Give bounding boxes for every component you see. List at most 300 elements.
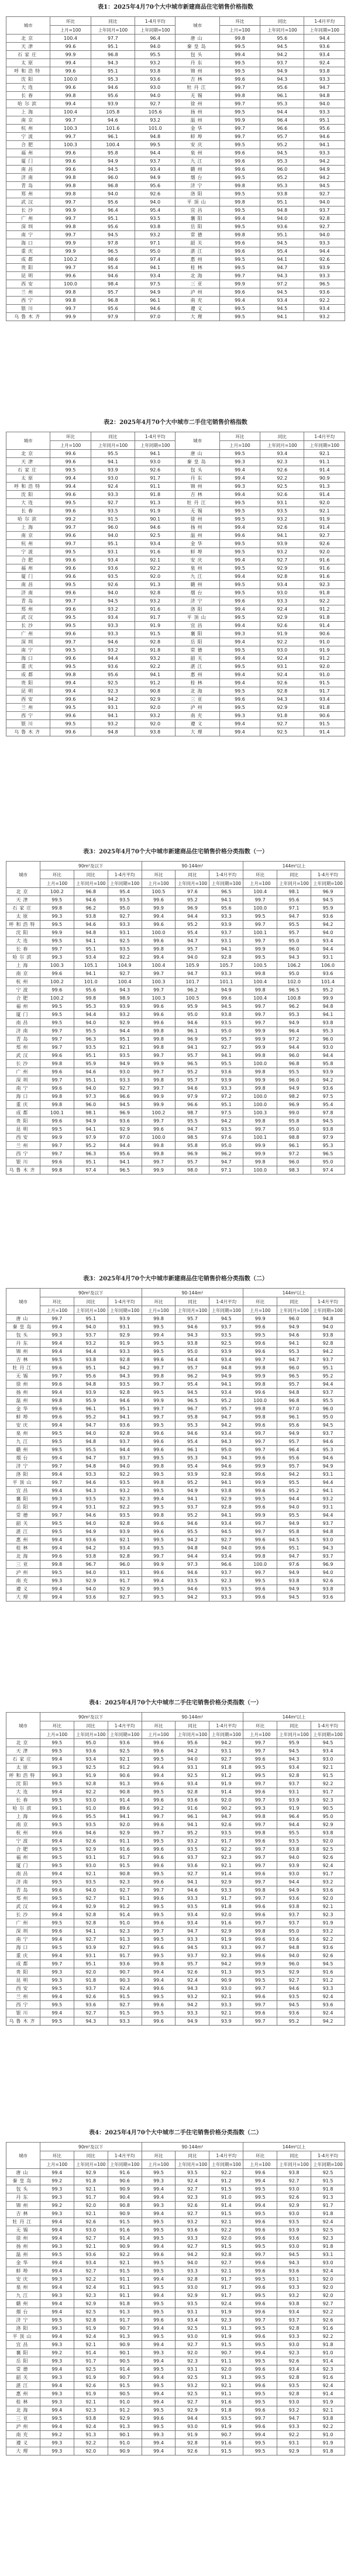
- value-cell: 92.7: [176, 2398, 209, 2406]
- value-cell: 94.6: [91, 638, 135, 646]
- value-cell: 94.1: [209, 1380, 243, 1389]
- value-cell: 92.1: [209, 2009, 243, 2017]
- table-row: [6, 108, 345, 116]
- table-row: [6, 466, 345, 474]
- value-cell: 97.4: [135, 256, 176, 264]
- value-cell: 91.1: [135, 483, 176, 491]
- value-cell: 92.2: [311, 2308, 345, 2316]
- value-cell: 92.1: [74, 2398, 108, 2406]
- value-cell: 93.7: [176, 1854, 209, 1862]
- value-cell: 99.4: [243, 2349, 277, 2357]
- value-cell: 92.7: [176, 2210, 209, 2218]
- value-cell: 92.8: [209, 2251, 243, 2259]
- value-cell: 99.5: [50, 720, 91, 728]
- value-cell: 99.9: [243, 1142, 277, 1150]
- value-cell: 99.8: [74, 994, 108, 1003]
- value-cell: 94.7: [176, 970, 209, 978]
- value-cell: 93.3: [176, 2009, 209, 2017]
- value-cell: 99.9: [243, 1027, 277, 1035]
- city-cell: 重庆: [6, 1101, 40, 1109]
- value-cell: 99.8: [50, 174, 91, 182]
- value-cell: 92.1: [108, 2259, 142, 2267]
- value-cell: 95.0: [209, 1446, 243, 1454]
- value-cell: 91.8: [311, 2447, 345, 2456]
- value-cell: 95.7: [176, 1960, 209, 1968]
- value-cell: 99.7: [142, 1084, 176, 1093]
- value-cell: 95.3: [260, 182, 304, 190]
- city-cell: 包头: [6, 2185, 40, 2193]
- value-cell: 91.5: [91, 515, 135, 524]
- value-cell: 99.4: [40, 2218, 74, 2226]
- value-cell: 99.5: [142, 1421, 176, 1430]
- value-cell: 99.7: [40, 1142, 74, 1150]
- city-cell: 银川: [6, 720, 50, 728]
- value-cell: 99.6: [142, 1125, 176, 1134]
- value-cell: 91.2: [209, 2177, 243, 2185]
- value-cell: 99.4: [142, 2210, 176, 2218]
- value-cell: 100.3: [243, 1109, 277, 1117]
- header-group: 同比: [277, 1721, 311, 1730]
- value-cell: 93.0: [277, 2185, 311, 2193]
- value-cell: 94.7: [74, 1454, 108, 1462]
- value-cell: 99.6: [219, 532, 260, 540]
- value-cell: 93.7: [209, 1569, 243, 1577]
- city-cell: 遵义: [176, 720, 219, 728]
- value-cell: 99.4: [243, 2431, 277, 2439]
- value-cell: 93.5: [176, 1845, 209, 1854]
- value-cell: 91.0: [209, 2193, 243, 2202]
- table-row: [6, 1927, 345, 1936]
- value-cell: 99.5: [243, 2447, 277, 2456]
- value-cell: 99.7: [243, 2017, 277, 2026]
- value-cell: 100.2: [40, 978, 74, 986]
- table-row: [6, 313, 345, 321]
- value-cell: 99.4: [40, 1421, 74, 1430]
- value-cell: 93.9: [108, 1528, 142, 1536]
- data-table: [6, 861, 345, 1175]
- value-cell: 93.2: [304, 313, 345, 321]
- header-sub: 上年同期=100: [304, 26, 345, 35]
- value-cell: 92.7: [108, 2001, 142, 2009]
- header-group: 同比: [260, 432, 304, 441]
- value-cell: 91.9: [311, 2439, 345, 2447]
- value-cell: 99.4: [40, 1454, 74, 1462]
- value-cell: 93.6: [311, 1593, 345, 1602]
- city-cell: 武汉: [6, 614, 50, 622]
- value-cell: 99.6: [50, 67, 91, 75]
- value-cell: 90.5: [108, 2357, 142, 2365]
- city-cell: 南充: [6, 2431, 40, 2439]
- value-cell: 94.1: [108, 1813, 142, 1821]
- value-cell: 92.9: [108, 1019, 142, 1027]
- city-cell: 宜昌: [6, 1487, 40, 1495]
- value-cell: 92.5: [74, 2365, 108, 2374]
- city-cell: 泉州: [6, 1430, 40, 1438]
- value-cell: 94.1: [91, 712, 135, 720]
- value-cell: 94.7: [277, 2415, 311, 2423]
- value-cell: 99.9: [243, 945, 277, 953]
- value-cell: 91.2: [209, 1772, 243, 1780]
- value-cell: 91.2: [304, 605, 345, 614]
- value-cell: 93.6: [74, 2001, 108, 2009]
- value-cell: 99.3: [40, 2243, 74, 2251]
- header-sub: 上年同期=100: [108, 2160, 142, 2169]
- value-cell: 93.9: [277, 2226, 311, 2234]
- value-cell: 92.3: [209, 1854, 243, 1862]
- value-cell: 93.9: [209, 2017, 243, 2026]
- value-cell: 99.9: [142, 1101, 176, 1109]
- value-cell: 96.0: [311, 1405, 345, 1413]
- value-cell: 93.7: [135, 157, 176, 166]
- value-cell: 99.5: [142, 1339, 176, 1348]
- value-cell: 96.7: [74, 1561, 108, 1569]
- value-cell: 94.5: [108, 1101, 142, 1109]
- city-cell: 秦皇岛: [176, 458, 219, 466]
- value-cell: 94.4: [260, 108, 304, 116]
- value-cell: 94.9: [135, 288, 176, 297]
- city-cell: 遵义: [176, 305, 219, 313]
- value-cell: 93.8: [135, 223, 176, 231]
- value-cell: 95.9: [176, 1003, 209, 1011]
- value-cell: 99.5: [142, 1503, 176, 1511]
- value-cell: 91.6: [304, 564, 345, 573]
- value-cell: 99.9: [142, 1060, 176, 1068]
- value-cell: 100.0: [243, 1397, 277, 1405]
- value-cell: 99.5: [40, 1944, 74, 1952]
- value-cell: 93.2: [260, 515, 304, 524]
- city-cell: 乌鲁木齐: [6, 1166, 40, 1175]
- value-cell: 100.4: [142, 962, 176, 970]
- value-cell: 91.6: [304, 573, 345, 581]
- value-cell: 96.2: [176, 1372, 209, 1380]
- value-cell: 93.8: [176, 1339, 209, 1348]
- table-row: [6, 1068, 345, 1076]
- value-cell: 92.7: [108, 1944, 142, 1952]
- value-cell: 91.3: [311, 2193, 345, 2202]
- city-cell: 福州: [6, 149, 50, 157]
- value-cell: 95.1: [260, 231, 304, 239]
- city-cell: 安庆: [6, 1421, 40, 1430]
- value-cell: 99.4: [219, 297, 260, 305]
- value-cell: 94.1: [260, 313, 304, 321]
- value-cell: 94.0: [74, 1430, 108, 1438]
- value-cell: 93.4: [304, 695, 345, 704]
- table-row: [6, 1593, 345, 1602]
- city-cell: 西宁: [6, 1150, 40, 1158]
- value-cell: 93.6: [91, 663, 135, 671]
- value-cell: 93.6: [108, 1739, 142, 1747]
- value-cell: 91.2: [311, 1976, 345, 1985]
- value-cell: 95.1: [74, 1364, 108, 1372]
- value-cell: 93.4: [135, 272, 176, 280]
- value-cell: 94.6: [176, 1019, 209, 1027]
- table-row: [6, 1960, 345, 1968]
- value-cell: 99.5: [219, 564, 260, 573]
- city-cell: 包头: [176, 466, 219, 474]
- city-cell: 呼和浩特: [6, 483, 50, 491]
- value-cell: 96.1: [277, 1413, 311, 1421]
- value-cell: 99.5: [142, 2226, 176, 2234]
- value-cell: 94.2: [209, 1117, 243, 1125]
- value-cell: 93.0: [311, 1044, 345, 1052]
- value-cell: 99.3: [40, 1968, 74, 1976]
- data-table: [6, 1712, 345, 2026]
- city-cell: 郑州: [6, 1895, 40, 1903]
- value-cell: 99.6: [142, 1985, 176, 1993]
- value-cell: 93.4: [277, 2365, 311, 2374]
- value-cell: 96.2: [176, 986, 209, 994]
- value-cell: 95.1: [74, 945, 108, 953]
- city-cell: 丹东: [176, 474, 219, 483]
- city-cell: 九江: [176, 157, 219, 166]
- value-cell: 95.1: [91, 215, 135, 223]
- value-cell: 92.7: [304, 223, 345, 231]
- value-cell: 99.4: [40, 1952, 74, 1960]
- value-cell: 105.9: [176, 962, 209, 970]
- header-group: 1-4月平均: [304, 432, 345, 441]
- value-cell: 98.4: [91, 280, 135, 288]
- city-cell: 济宁: [6, 2316, 40, 2324]
- value-cell: 94.6: [91, 272, 135, 280]
- value-cell: 95.3: [311, 1027, 345, 1035]
- value-cell: 99.5: [219, 43, 260, 51]
- value-cell: 99.2: [40, 2349, 74, 2357]
- city-cell: 赣州: [6, 1446, 40, 1454]
- value-cell: 93.0: [260, 589, 304, 597]
- value-cell: 94.6: [135, 305, 176, 313]
- table-block: [6, 1699, 345, 2026]
- value-cell: 92.8: [74, 1911, 108, 1919]
- value-cell: 99.5: [243, 953, 277, 962]
- city-cell: 长春: [6, 1796, 40, 1804]
- city-cell: 桂林: [6, 1544, 40, 1552]
- value-cell: 94.0: [311, 1323, 345, 1331]
- value-cell: 99.6: [40, 1158, 74, 1166]
- value-cell: 99.8: [243, 1813, 277, 1821]
- value-cell: 94.1: [108, 1413, 142, 1421]
- value-cell: 99.6: [40, 1413, 74, 1421]
- value-cell: 92.1: [209, 2218, 243, 2226]
- value-cell: 99.7: [40, 1462, 74, 1470]
- value-cell: 100.0: [50, 75, 91, 84]
- header-size-group: 90-144m²: [142, 2143, 243, 2151]
- value-cell: 93.7: [311, 1552, 345, 1561]
- value-cell: 99.8: [243, 1052, 277, 1060]
- value-cell: 96.8: [74, 888, 108, 896]
- value-cell: 99.6: [50, 84, 91, 92]
- value-cell: 92.4: [91, 483, 135, 491]
- city-cell: 西宁: [6, 297, 50, 305]
- value-cell: 100.1: [243, 1134, 277, 1142]
- value-cell: 99.4: [40, 2308, 74, 2316]
- city-cell: 宁波: [6, 133, 50, 141]
- table-row: [6, 970, 345, 978]
- table-row: [6, 239, 345, 247]
- value-cell: 92.2: [209, 1845, 243, 1854]
- header-city: 城市: [6, 1713, 40, 1739]
- value-cell: 97.0: [108, 1134, 142, 1142]
- value-cell: 99.6: [50, 564, 91, 573]
- table-row: [6, 474, 345, 483]
- value-cell: 92.6: [176, 2447, 209, 2456]
- value-cell: 93.8: [311, 1331, 345, 1339]
- value-cell: 91.5: [311, 2177, 345, 2185]
- value-cell: 93.5: [277, 2218, 311, 2226]
- header-sub: 上月=100: [50, 441, 91, 450]
- value-cell: 91.1: [108, 2292, 142, 2300]
- table-row: [6, 978, 345, 986]
- table-row: [6, 2349, 345, 2357]
- value-cell: 94.3: [260, 272, 304, 280]
- city-cell: 南昌: [6, 1019, 40, 1027]
- value-cell: 94.0: [304, 100, 345, 108]
- value-cell: 99.6: [40, 1927, 74, 1936]
- value-cell: 95.8: [176, 1413, 209, 1421]
- table-row: [6, 663, 345, 671]
- value-cell: 93.6: [277, 1936, 311, 1944]
- value-cell: 99.3: [40, 2390, 74, 2398]
- table-row: [6, 1936, 345, 1944]
- value-cell: 95.4: [91, 264, 135, 272]
- value-cell: 100.3: [40, 962, 74, 970]
- value-cell: 91.7: [209, 2284, 243, 2292]
- city-cell: 大理: [6, 2447, 40, 2456]
- value-cell: 90.1: [108, 2349, 142, 2357]
- value-cell: 94.6: [176, 1084, 209, 1093]
- value-cell: 99.5: [135, 141, 176, 149]
- city-cell: 南昌: [6, 581, 50, 589]
- value-cell: 92.5: [135, 532, 176, 540]
- value-cell: 99.5: [219, 313, 260, 321]
- value-cell: 92.7: [135, 100, 176, 108]
- value-cell: 97.5: [311, 1093, 345, 1101]
- value-cell: 93.2: [135, 597, 176, 605]
- value-cell: 92.2: [277, 2431, 311, 2439]
- value-cell: 91.5: [209, 2210, 243, 2218]
- value-cell: 99.5: [142, 2169, 176, 2177]
- value-cell: 95.8: [311, 1060, 345, 1068]
- value-cell: 99.8: [50, 223, 91, 231]
- value-cell: 93.7: [311, 1520, 345, 1528]
- city-cell: 南宁: [6, 1084, 40, 1093]
- city-cell: 广州: [6, 215, 50, 223]
- value-cell: 92.8: [260, 573, 304, 581]
- value-cell: 94.9: [304, 166, 345, 174]
- table-row: [6, 2017, 345, 2026]
- value-cell: 99.8: [243, 970, 277, 978]
- value-cell: 90.6: [108, 1772, 142, 1780]
- city-cell: 安庆: [176, 556, 219, 564]
- city-cell: 无锡: [6, 1372, 40, 1380]
- value-cell: 99.3: [40, 2292, 74, 2300]
- value-cell: 91.4: [304, 524, 345, 532]
- value-cell: 100.0: [243, 1166, 277, 1175]
- value-cell: 93.3: [277, 2423, 311, 2431]
- value-cell: 93.9: [108, 1003, 142, 1011]
- value-cell: 94.1: [209, 896, 243, 904]
- value-cell: 94.7: [304, 84, 345, 92]
- header-group: 同比: [176, 1297, 209, 1306]
- table-row: [6, 1364, 345, 1372]
- value-cell: 99.8: [219, 198, 260, 206]
- city-cell: 洛阳: [176, 190, 219, 198]
- table-row: [6, 182, 345, 190]
- value-cell: 99.4: [243, 2177, 277, 2185]
- value-cell: 99.8: [50, 671, 91, 679]
- value-cell: 95.4: [135, 206, 176, 215]
- city-cell: 石家庄: [6, 1755, 40, 1764]
- header-group: 同比: [74, 2151, 108, 2160]
- table-row: [6, 198, 345, 206]
- value-cell: 94.9: [277, 1569, 311, 1577]
- value-cell: 95.5: [209, 1060, 243, 1068]
- table-row: [6, 2423, 345, 2431]
- value-cell: 94.4: [277, 1878, 311, 1886]
- value-cell: 99.7: [243, 1520, 277, 1528]
- value-cell: 92.5: [311, 1845, 345, 1854]
- table-row: [6, 1150, 345, 1158]
- value-cell: 94.9: [74, 1117, 108, 1125]
- table-row: [6, 1747, 345, 1755]
- value-cell: 95.3: [311, 1446, 345, 1454]
- value-cell: 105.1: [74, 962, 108, 970]
- value-cell: 99.7: [243, 2001, 277, 2009]
- city-cell: 泸州: [176, 704, 219, 712]
- value-cell: 92.0: [74, 1968, 108, 1976]
- value-cell: 92.6: [277, 2357, 311, 2365]
- city-cell: 西安: [6, 695, 50, 704]
- value-cell: 94.1: [209, 945, 243, 953]
- value-cell: 93.9: [277, 1862, 311, 1870]
- value-cell: 94.4: [74, 1348, 108, 1356]
- value-cell: 99.4: [40, 2406, 74, 2415]
- value-cell: 99.6: [50, 655, 91, 663]
- value-cell: 99.6: [243, 1993, 277, 2001]
- value-cell: 99.4: [50, 687, 91, 695]
- value-cell: 99.7: [40, 1035, 74, 1044]
- value-cell: 95.0: [277, 1927, 311, 1936]
- value-cell: 99.6: [142, 1569, 176, 1577]
- value-cell: 91.3: [209, 2374, 243, 2382]
- city-cell: 安庆: [6, 2275, 40, 2284]
- value-cell: 99.6: [243, 2284, 277, 2292]
- value-cell: 99.4: [219, 679, 260, 687]
- value-cell: 96.9: [176, 1150, 209, 1158]
- header-sub: 上年同期=100: [304, 441, 345, 450]
- value-cell: 93.1: [277, 2275, 311, 2284]
- city-cell: 赣州: [176, 581, 219, 589]
- value-cell: 91.2: [108, 1764, 142, 1772]
- city-cell: 南昌: [6, 166, 50, 174]
- value-cell: 99.5: [50, 663, 91, 671]
- header-sub: 上月=100: [219, 441, 260, 450]
- city-cell: 扬州: [6, 1389, 40, 1397]
- value-cell: 96.5: [277, 986, 311, 994]
- value-cell: 93.0: [311, 2259, 345, 2267]
- city-cell: 大理: [6, 1593, 40, 1602]
- city-cell: 桂林: [6, 2398, 40, 2406]
- value-cell: 93.3: [176, 2234, 209, 2243]
- value-cell: 99.5: [40, 2316, 74, 2324]
- value-cell: 91.5: [304, 720, 345, 728]
- value-cell: 96.5: [176, 1060, 209, 1068]
- value-cell: 99.5: [219, 581, 260, 589]
- value-cell: 95.3: [260, 157, 304, 166]
- value-cell: 91.6: [311, 2374, 345, 2382]
- value-cell: 93.5: [74, 1495, 108, 1503]
- table-row: [6, 1985, 345, 1993]
- value-cell: 92.2: [304, 597, 345, 605]
